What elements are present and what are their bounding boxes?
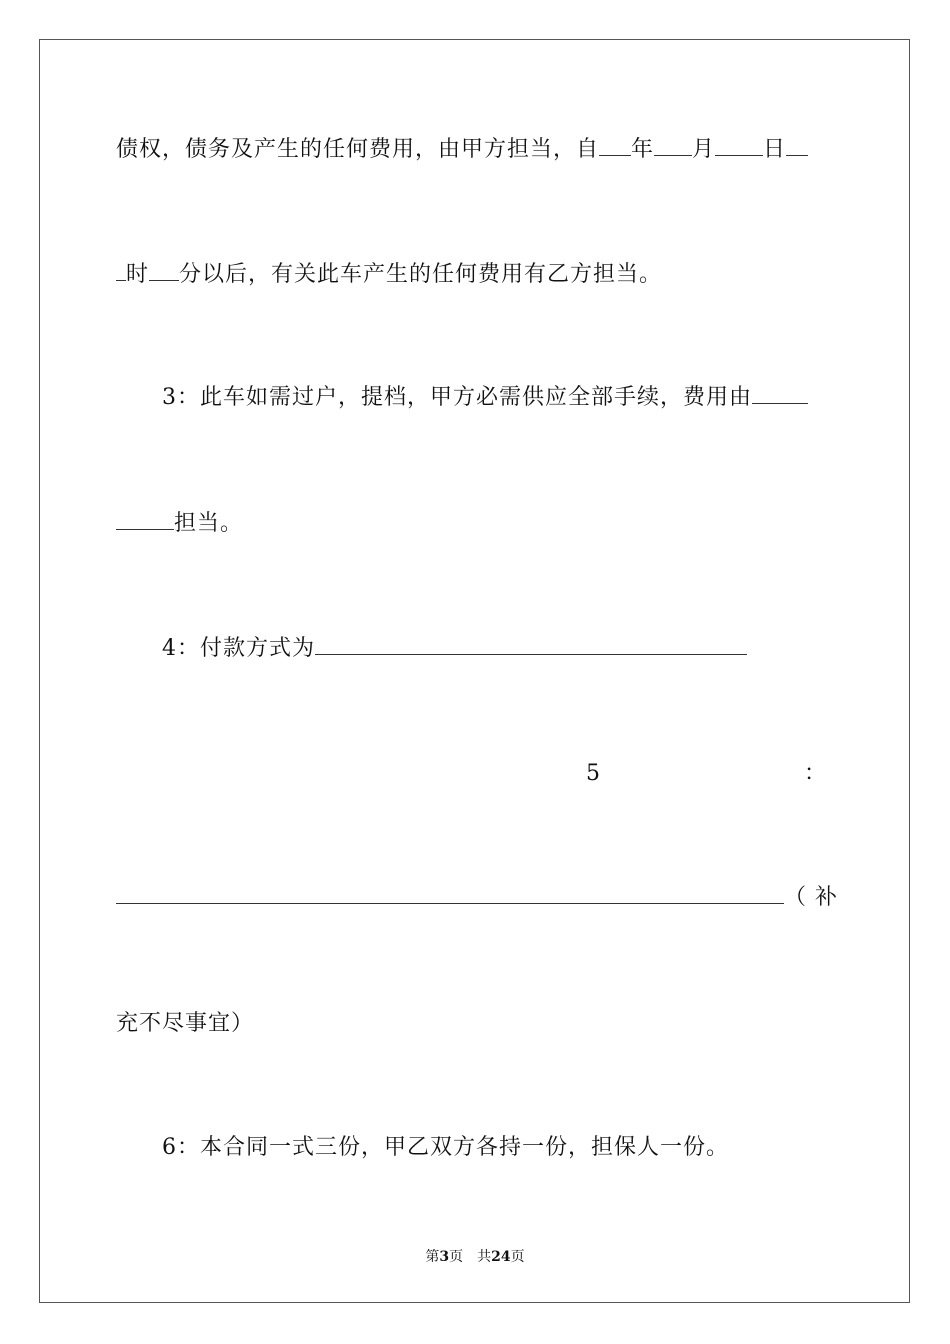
paragraph-1-line-2 xyxy=(116,262,662,288)
blank-payment-method xyxy=(315,636,747,655)
text-segment: 年 xyxy=(631,137,655,162)
paragraph-3-line-2 xyxy=(116,511,243,537)
text-segment: 3：此车如需过户，提档，甲方必需供应全部手续，费用由 xyxy=(162,385,752,410)
text-segment: 担当。 xyxy=(174,511,244,536)
paragraph-3-line-1 xyxy=(162,385,808,411)
footer-suffix: 页 xyxy=(510,1249,525,1265)
paragraph-6 xyxy=(162,1135,729,1161)
paragraph-5-colon: ： xyxy=(804,761,827,786)
text-segment: 分以后，有关此车产生的任何费用有乙方担当。 xyxy=(179,262,663,287)
text-segment: 时 xyxy=(126,262,150,287)
text-segment: （ 补 xyxy=(784,885,838,910)
text-segment: 日 xyxy=(763,137,787,162)
footer-page-number: 3 xyxy=(439,1249,450,1265)
footer-prefix: 第 xyxy=(425,1249,440,1265)
paragraph-1-line-1 xyxy=(116,137,808,163)
text-segment: 6：本合同一式三份，甲乙双方各持一份，担保人一份。 xyxy=(162,1135,729,1160)
blank-month xyxy=(654,137,692,156)
text-segment: 充不尽事宜） xyxy=(116,1011,255,1036)
blank-supplementary xyxy=(116,885,784,904)
footer-page-total: 24 xyxy=(491,1249,511,1265)
blank-year xyxy=(599,137,631,156)
footer-middle: 页 共 xyxy=(449,1249,492,1265)
blank-hour-cont xyxy=(116,262,126,281)
blank-hour xyxy=(786,137,808,156)
blank-minute xyxy=(149,262,179,281)
text-segment: 4：付款方式为 xyxy=(162,636,315,661)
page-border xyxy=(39,39,910,1303)
page-footer xyxy=(0,1248,950,1266)
text-segment: 月 xyxy=(692,137,716,162)
blank-fee-payer xyxy=(752,385,808,404)
paragraph-5-line-3 xyxy=(116,1011,254,1037)
text-segment: 债权，债务及产生的任何费用，由甲方担当，自 xyxy=(116,137,600,162)
paragraph-5-number: 5 xyxy=(586,761,600,786)
paragraph-4 xyxy=(162,636,747,662)
blank-day xyxy=(715,137,763,156)
paragraph-5-line-2 xyxy=(116,885,838,911)
blank-fee-payer-cont xyxy=(116,511,174,530)
